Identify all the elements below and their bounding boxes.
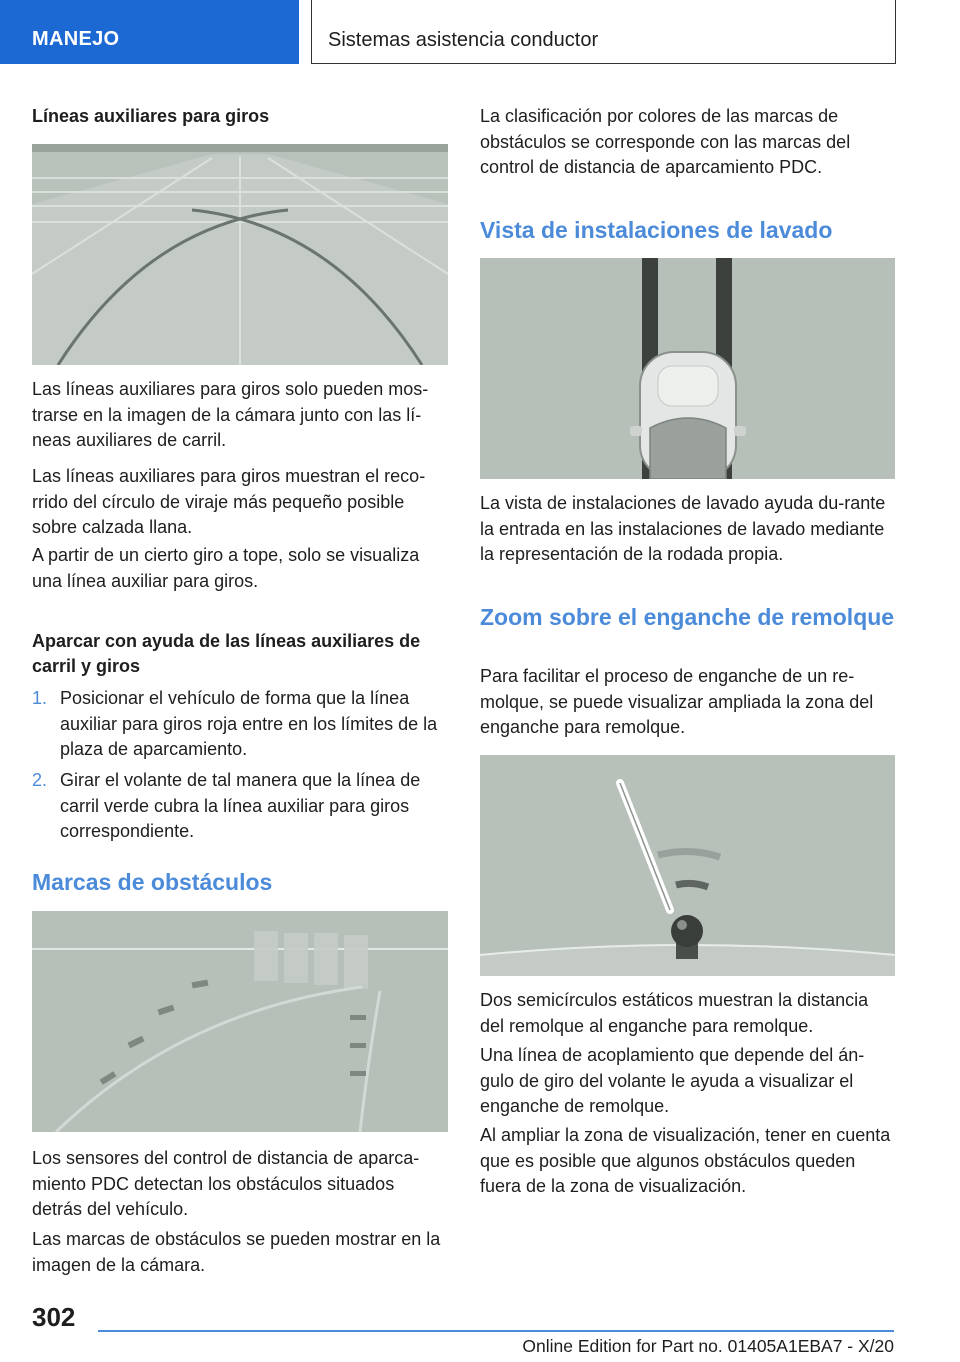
chapter-title: Sistemas asistencia conductor <box>328 29 599 51</box>
paragraph: La clasificación por colores de las marcas de obstáculos se corresponde con las marcas del control de distancia de aparcamiento PDC. <box>480 106 851 177</box>
figure-obstacle-marks <box>32 911 448 1132</box>
paragraph: Las líneas auxiliares para giros solo pueden mos-trarse en la imagen de la cámara junto con las lí-neas auxiliares de carril. <box>32 379 429 450</box>
paragraph: Dos semicírculos estáticos muestran la distancia del remolque al enganche para remolque. <box>480 990 869 1036</box>
paragraph: Para facilitar el proceso de enganche de un re-molque, se puede visualizar ampliada la zona del enganche para remolque. <box>480 666 874 737</box>
paragraph: Los sensores del control de distancia de aparca-miento PDC detectan los obstáculos situados detrás del vehículo. <box>32 1148 420 1219</box>
figure-trailer-hitch <box>480 755 895 976</box>
figure-car-wash-view <box>480 258 895 479</box>
figure-turn-lines <box>32 144 448 365</box>
paragraph: La vista de instalaciones de lavado ayuda du-rante la entrada en las instalaciones de lavado mediante la representación de la rodada propia. <box>480 493 886 564</box>
step-text: Girar el volante de tal manera que la línea de carril verde cubra la línea auxiliar para giros correspondiente. <box>60 770 421 841</box>
section-tab <box>0 0 299 64</box>
paragraph: A partir de un cierto giro a tope, solo se visualiza una línea auxiliar para giros. <box>32 545 420 591</box>
step-text: Posicionar el vehículo de forma que la línea auxiliar para giros roja entre en los límites de la plaza de aparcamiento. <box>60 688 438 759</box>
step-number: 1. <box>32 688 48 708</box>
car-top-view-icon <box>630 352 746 479</box>
page-number: 302 <box>32 1302 76 1332</box>
edition-note: Online Edition for Part no. 01405A1EBA7 - X/20 <box>522 1336 894 1356</box>
paragraph: Las marcas de obstáculos se pueden mostrar en la imagen de la cámara. <box>32 1229 441 1275</box>
heading-turn-lines: Líneas auxiliares para giros <box>32 106 270 126</box>
step-number: 2. <box>32 770 48 790</box>
chapter-header <box>311 0 896 64</box>
paragraph: Al ampliar la zona de visualización, tener en cuenta que es posible que algunos obstáculos queden fuera de la zona de visualización. <box>480 1125 891 1196</box>
heading-obstacles: Marcas de obstáculos <box>32 869 273 895</box>
section-label: MANEJO <box>32 28 120 50</box>
heading-trailer-zoom: Zoom sobre el enganche de remolque <box>480 604 895 630</box>
footer-divider <box>98 1330 894 1332</box>
heading-park: Aparcar con ayuda de las líneas auxiliares de carril y giros <box>32 631 421 676</box>
paragraph: Una línea de acoplamiento que depende del án-gulo de giro del volante le ayuda a visualizar el enganche de remolque. <box>480 1045 865 1116</box>
paragraph: Las líneas auxiliares para giros muestran el reco-rrido del círculo de viraje más pequeño posible sobre calzada llana. <box>32 466 426 537</box>
heading-car-wash: Vista de instalaciones de lavado <box>480 217 833 243</box>
